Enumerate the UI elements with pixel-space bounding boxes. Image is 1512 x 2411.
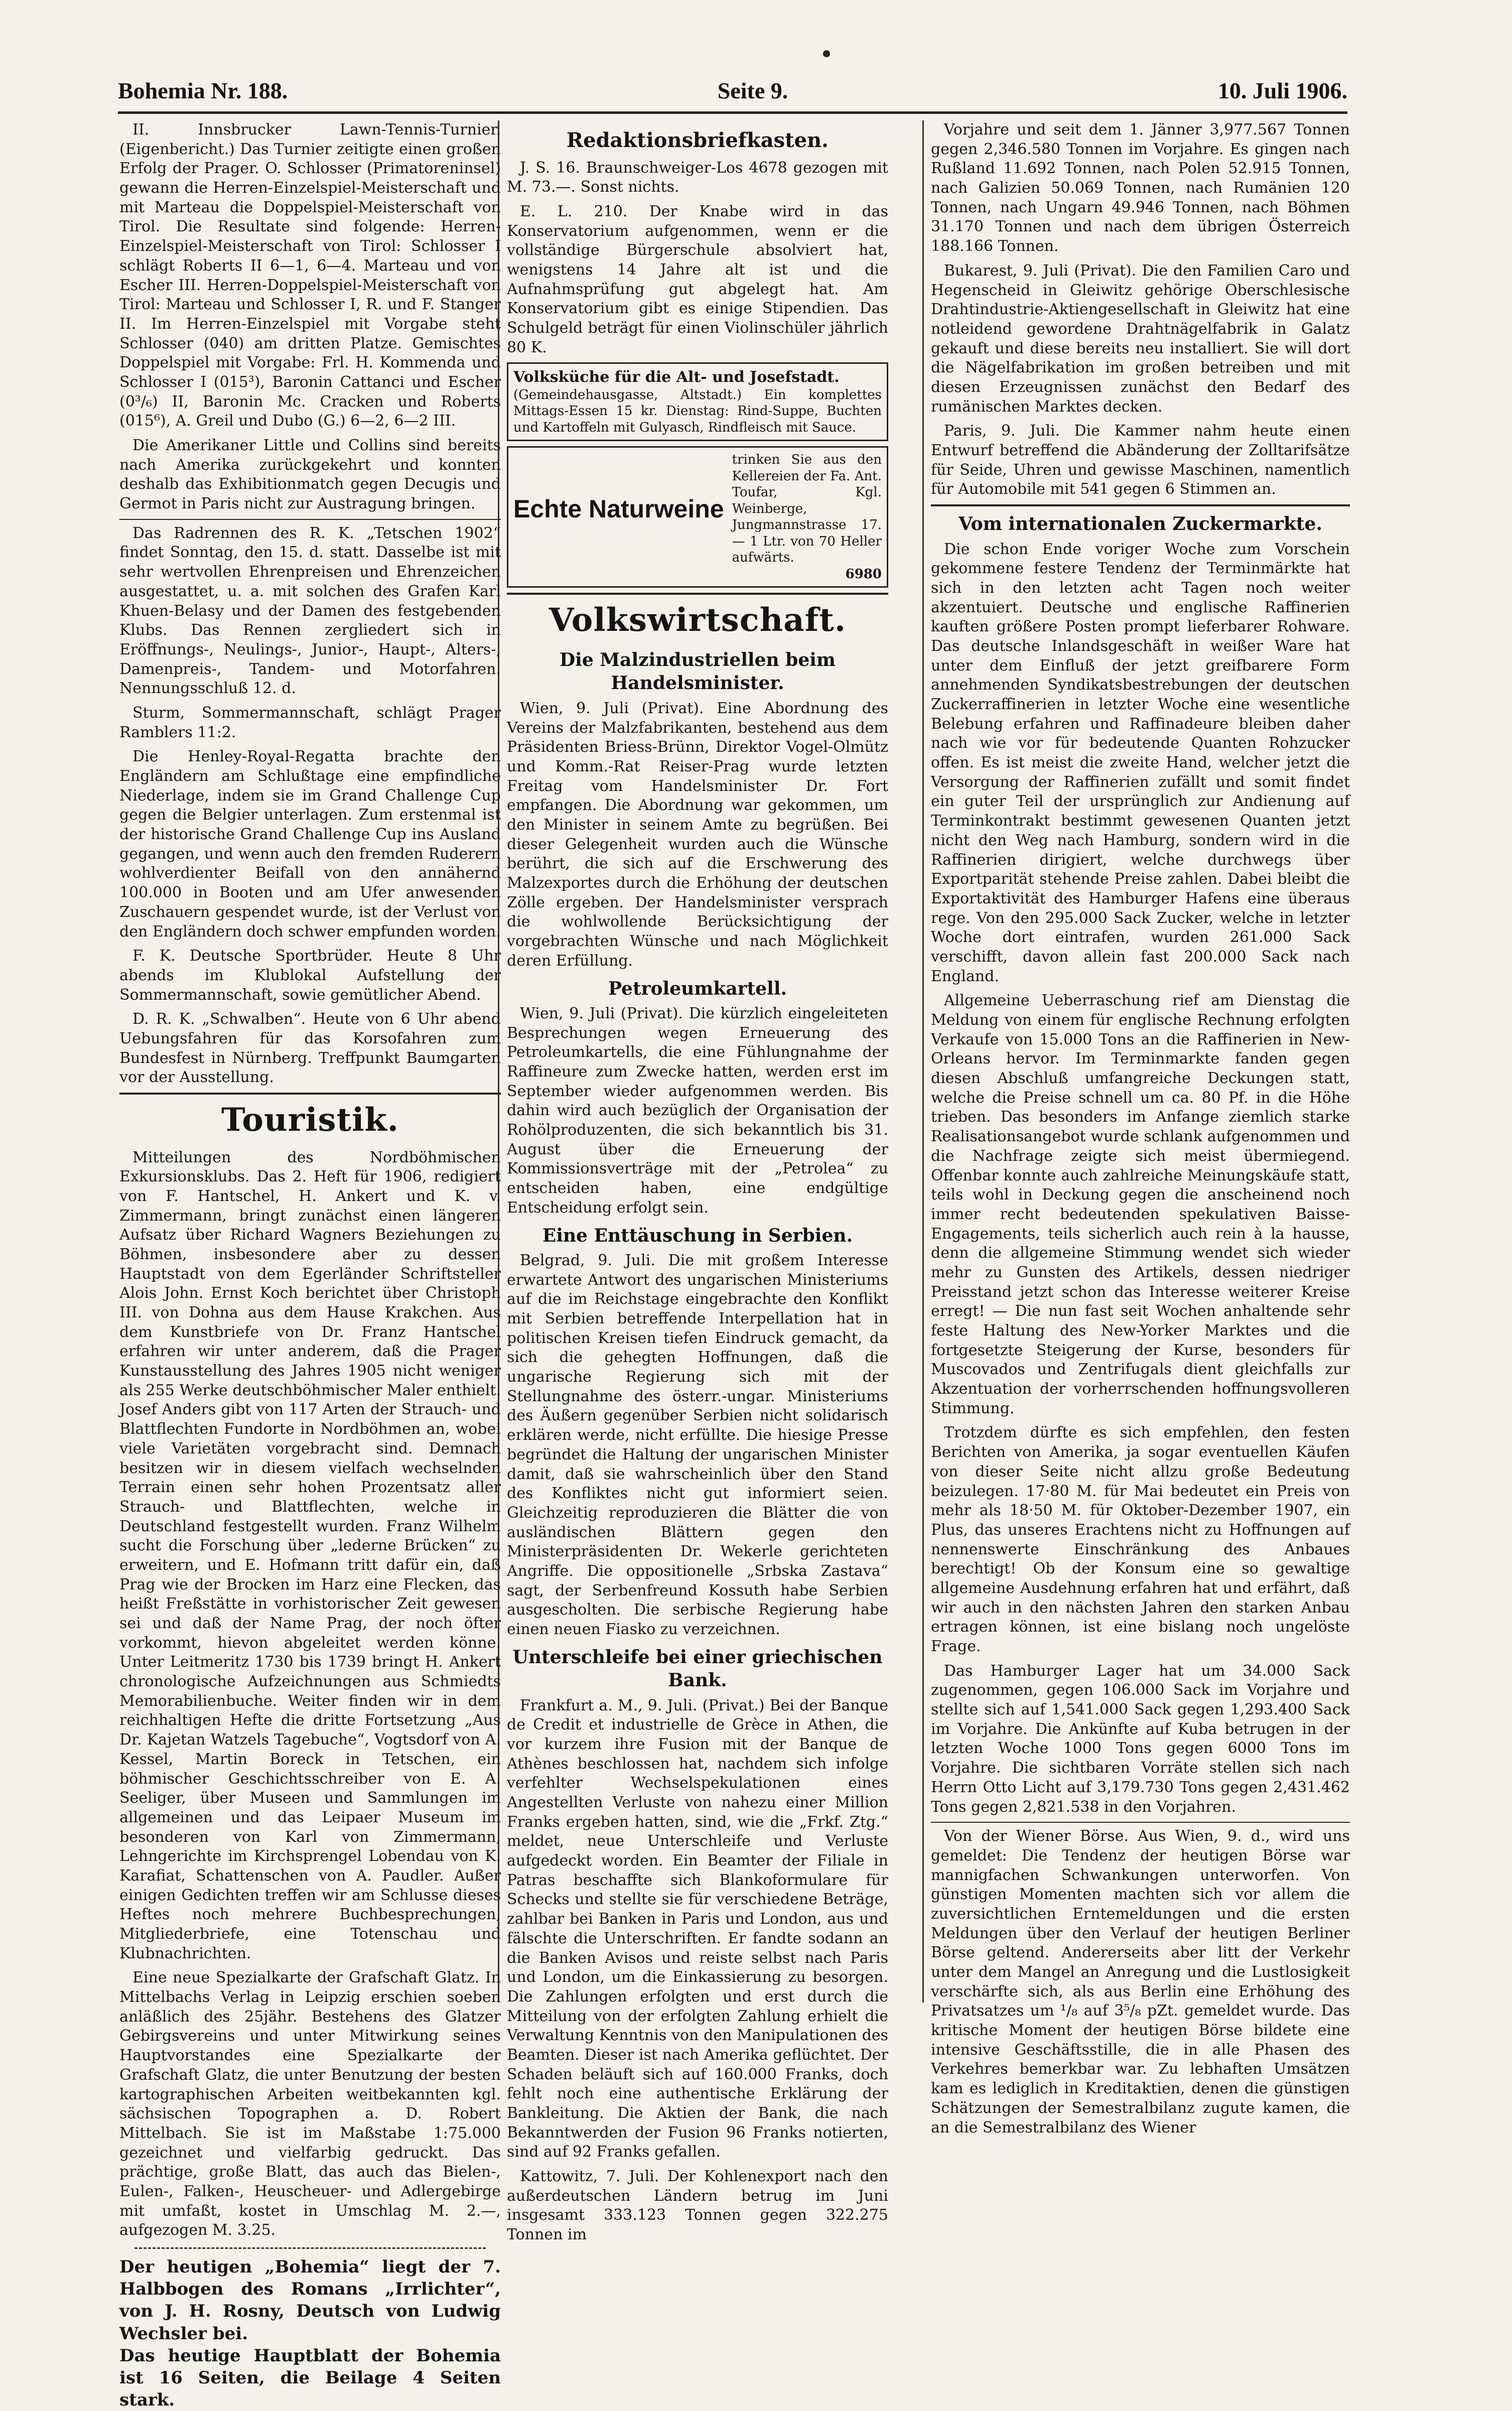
article-radrennen: Das Radrennen des R. K. „Tetschen 1902“ findet Sonntag, den 15. d. statt. Dasselbe ist mit sehr wertvollen Ehrenpreisen und Ehrenzeichen ausgestattet, u. a. mit solchen des Grafen Karl Khuen-Belasy und der Damen des festgebenden Klubs. Das Rennen zergliedert sich in Eröffnungs-, Neulings-, Junior-, Haupt-, Alters-, Damenpreis-, Tandem- und Motorfahren. Nennungsschluß 12. d. bbox=[119, 524, 501, 698]
article-exkursionsklub: Mitteilungen des Nordböhmischen Exkursionsklubs. Das 2. Heft für 1906, redigiert von F. Hantschel, H. Ankert und K. v. Zimmermann, bringt zunächst einen längeren Aufsatz über Richard Wagners Beziehungen zu Böhmen, insbesondere aber zu dessen Hauptstadt von dem Egerländer Schriftsteller Alois John. Ernst Koch berichtet über Christoph III. von Dohna aus dem Hause Krakchen. Aus dem Kunstbriefe von Dr. Franz Hantschel erfahren wir unter anderem, daß die Prager Kunstausstellung des Jahres 1905 nicht weniger als 255 Werke deutschböhmischer Maler enthielt. Josef Anders gibt von 117 Arten der Strauch- und Blattflechten Fundorte in Nordböhmen an, wobei viele Varietäten vorgebracht sind. Demnach besitzen wir in diesem vielfach wechselnden Terrain einen sehr hohen Prozentsatz aller Strauch- und Blattflechten, welche in Deutschland festgestellt wurden. Franz Wilhelm sucht die Forschung über „lederne Brücken“ zu erweitern, und E. Hofmann tritt dafür ein, daß Prag wie der Brocken im Harz eine Flecken, das heißt Freßstätte in vorhistorischer Zeit gewesen sei und daß der Name Prag, der noch öfter vorkommt, hievon abgeleitet werden könne. Unter Leitmeritz 1730 bis 1739 bringt H. Ankert chronologische Aufzeichnungen aus Schmiedts Memorabilienbuche. Weiter finden wir in dem reichhaltigen Hefte die dritte Fortsetzung „Aus Dr. Kajetan Watzels Tagebuche“, Vogtsdorf von A. Kessel, Martin Boreck in Tetschen, ein böhmischer Geschichtsschreiber von E. A. Seeliger, über Museen und Sammlungen im allgemeinen und das Leipaer Museum im besonderen von Karl von Zimmermann, Lehngerichte im Kirchsprengel Lobendau von K. Karafiat, Schattenschen von A. Paudler. Außer einigen Gedichten treffen wir am Schlusse dieses Heftes noch mehrere Buchbesprechungen, Mitgliederbriefe, eine Totenschau und Klubnachrichten. bbox=[119, 1148, 501, 1962]
ad-volkskueche-text: (Gemeindehausgasse, Altstadt.) Ein komplettes Mittags-Essen 15 kr. Dienstag: Rind-Suppe, Buchten und Kartoffeln mit Gulyasch, Rindfleisch mit Sauce. bbox=[513, 387, 882, 435]
article-malz: Wien, 9. Juli (Privat). Eine Abordnung des Vereins der Malzfabrikanten, bestehend aus dem Präsidenten Briess-Brünn, Direktor Vogel-Olmütz und Komm.-Rat Reiser-Prag wurde letzten Freitag vom Handelsminister Dr. Fort empfangen. Die Abordnung war gekommen, um den Minister in seinem Amte zu begrüßen. Bei dieser Gelegenheit wurden auch die Wünsche berührt, die sich auf die Erschwerung des Malzexportes durch die Erhöhung der deutschen Zölle ergeben. Der Handelsminister versprach die wohlwollende Berücksichtigung der vorgebrachten Wünsche und nach Möglichkeit deren Erfüllung. bbox=[507, 699, 888, 970]
article-zucker-3: Trotzdem dürfte es sich empfehlen, den festen Berichten von Amerika, ja sogar eventuellen Käufen von dieser Seite nicht allzu große Bedeutung beizulegen. 17·80 M. für Mai bedeutet ein Preis von mehr als 18·50 M. für Oktober-Dezember 1907, ein Plus, das unseres Erachtens nicht zu Hoffnungen auf nennenswerte Einschränkung des Anbaues berechtigt! Ob der Konsum eine so gewaltige allgemeine Ausdehnung erfahren hat und erfährt, daß wir auch in den nächsten Jahren den starken Anbau ertragen können, ist eine bislang noch ungelöste Frage. bbox=[931, 1424, 1350, 1655]
page-header bbox=[118, 75, 1347, 105]
article-tennis: II. Innsbrucker Lawn-Tennis-Turnier. (Eigenbericht.) Das Turnier zeitigte einen großen Erfolg der Prager. O. Schlosser (Primatoreninsel) gewann die Herren-Einzelspiel-Meisterschaft und mit Marteau die Doppelspiel-Meisterschaft von Tirol. Die Resultate sind folgende: Herren-Einzelspiel-Meisterschaft von Tirol: Schlosser I schlägt Roberts II 6—1, 6—4. Marteau und von Escher III. Herren-Doppelspiel-Meisterschaft von Tirol: Marteau und Schlosser I, R. und F. Stanger II. Im Herren-Einzelspiel mit Vorgabe steht Schlosser (040) am dritten Platze. Gemischtes Doppelspiel mit Vorgabe: Frl. H. Kommenda und Schlosser I (015³), Baronin Cattanci und Escher (0³/₆) II, Baronin Mc. Cracken und Roberts (015⁶), A. Greil und Dubo (G.) 6—2, 6—2 III. bbox=[119, 121, 501, 430]
divider bbox=[134, 2247, 486, 2249]
article-sportbrueder: F. K. Deutsche Sportbrüder. Heute 8 Uhr abends im Klublokal Aufstellung der Sommermannschaft, sowie gemütlicher Abend. bbox=[119, 947, 501, 1004]
article-americans: Die Amerikaner Little und Collins sind bereits nach Amerika zurückgekehrt und konnten deshalb das Exhibitionmatch gegen Decugis und Germot in Paris nicht zur Austragung bringen. bbox=[119, 437, 501, 513]
divider bbox=[931, 1822, 1350, 1823]
article-paris: Paris, 9. Juli. Die Kammer nahm heute einen Entwurf betreffend die Abänderung der Zolltarifsätze für Seide, Uhren und gewisse Maschinen, namentlich für Automobile mit 541 gegen 6 Stimmen an. bbox=[931, 422, 1350, 498]
article-zucker-2: Allgemeine Ueberraschung rief am Dienstag die Meldung von einem für englische Rechnung erfolgten Verkaufe von 15.000 Tons an die Raffinerien in New-Orleans hervor. Im Terminmarkte fanden gegen diesen Abschluß umfangreiche Deckungen statt, welche die Preise schnell um ca. 80 Pf. in die Höhe trieben. Das besonders im Anfange ziemlich starke Realisationsangebot wurde schlank aufgenommen und die Nachfrage zeigte sich meist übermiegend. Offenbar konnte auch zahlreiche Meinungskäufe statt, teils wohl in Deckung gegen die anscheinend noch immer recht bedeutenden spekulativen Baisse-Engagements, teils sicherlich auch rein à la hausse, denn die allgemeine Stimmung wendet sich wieder mehr zu Gunsten des Artikels, dessen niedriger Preisstand jetzt schon das Interesse weiterer Kreise erregt! — Die nun fast seit Wochen anhaltende sehr feste Haltung des New-Yorker Marktes und die fortgesetzte Steigerung der Kurse, besonders für Muscovados und Zentrifugals dient gleichfalls zur Akzentuation der vorherrschenden hoffnungsvolleren Stimmung. bbox=[931, 992, 1350, 1417]
ad-naturweine-number: 6980 bbox=[845, 566, 882, 582]
column-separator bbox=[922, 120, 924, 2002]
article-zucker-4: Das Hamburger Lager hat um 34.000 Sack zugenommen, gegen 106.000 Sack im Vorjahre und stellte sich auf 1,541.000 Sack gegen 1,293.400 Sack im Vorjahre. Die Ankünfte auf Kuba betrugen in der letzten Woche 1000 Tons gegen 6000 Tons im Vorjahre. Die sichtbaren Vorräte stellen sich nach Herrn Otto Licht auf 3,179.730 Tons gegen 2,431.462 Tons gegen 2,821.538 in den Vorjahren. bbox=[931, 1662, 1350, 1816]
ad-naturweine-title: Echte Naturweine bbox=[513, 494, 724, 523]
notice-roman: Der heutigen „Bohemia“ liegt der 7. Halbbogen des Romans „Irrlichter“, von J. H. Rosny, Deutsch von Ludwig Wechsler bei. bbox=[119, 2257, 501, 2344]
print-dot bbox=[823, 50, 830, 57]
letter-js16: J. S. 16. Braunschweiger-Los 4678 gezogen mit M. 73.—. Sonst nichts. bbox=[507, 159, 888, 196]
header-page: Seite 9. bbox=[717, 77, 788, 103]
headline-petroleum: Petroleumkartell. bbox=[608, 978, 787, 999]
column-3 bbox=[931, 120, 1350, 2136]
notice-pages: Das heutige Hauptblatt der Bohemia ist 16 Seiten, die Beilage 4 Seiten stark. bbox=[119, 2345, 501, 2410]
article-schwalben: D. R. K. „Schwalben“. Heute von 6 Uhr abend Uebungsfahren für das Korsofahren zum Bundesfest in Nürnberg. Treffpunkt Baumgarten vor der Ausstellung. bbox=[119, 1010, 501, 1087]
ad-volkskueche-title: Volksküche für die Alt- und Josefstadt. bbox=[513, 368, 840, 386]
article-spezialkarte: Eine neue Spezialkarte der Grafschaft Glatz. In Mittelbachs Verlag in Leipzig erschien soeben anläßlich des 25jähr. Bestehens des Glatzer Gebirgsvereins und unter Mitwirkung seines Hauptvorstandes eine Spezialkarte der Grafschaft Glatz, die unter Benutzung der besten kartographischen Arbeiten weitbekannten kgl. sächsischen Topographen a. D. Robert Mittelbach. Sie ist im Maßstabe 1:75.000 gezeichnet und vielfarbig gedruckt. Das prächtige, große Blatt, das auch das Bielen-, Eulen-, Falken-, Heuscheuer- und Adlergebirge mit umfaßt, kostet in Umschlag M. 2.—, aufgezogen M. 3.25. bbox=[119, 1969, 501, 2239]
header-issue: Bohemia Nr. 188. bbox=[118, 77, 288, 103]
divider bbox=[507, 593, 888, 595]
article-serbien: Belgrad, 9. Juli. Die mit großem Interesse erwartete Antwort des ungarischen Ministeriums auf die im Reichstage eingebrachte den Konflikt mit Serbien betreffende Interpellation hat in politischen Kreisen tiefen Eindruck gemacht, da sich die gehegten Hoffnungen, daß die ungarische Regierung sich mit der Stellungnahme des österr.-ungar. Ministeriums des Äußern gegenüber Serbien nicht solidarisch erklären werde, nicht erfüllte. Die hiesige Presse begründet die Haltung der ungarischen Minister damit, daß sie wahrscheinlich über den Stand des Konfliktes nicht gut informiert seien. Gleichzeitig reproduzieren die Blätter die von ausländischen Blättern gegen den Ministerpräsidenten Dr. Wekerle gerichteten Angriffe. Die oppositionelle „Srbska Zastava“ sagt, der Serbenfreund Kossuth habe Serbien ausgescholten. Die serbische Regierung habe einen neuen Fiasko zu verzeichnen. bbox=[507, 1251, 888, 1639]
ad-volkskueche bbox=[507, 362, 888, 441]
headline-bank: Unterschleife bei einer griechischen Bank. bbox=[512, 1646, 883, 1691]
header-rule bbox=[118, 111, 1347, 114]
article-kattowitz: Kattowitz, 7. Juli. Der Kohlenexport nach den außerdeutschen Ländern betrug im Juni insgesamt 333.123 Tonnen gegen 322.275 Tonnen im bbox=[507, 2168, 888, 2244]
header-date: 10. Juli 1906. bbox=[1217, 77, 1347, 103]
article-zucker-1: Die schon Ende voriger Woche zum Vorschein gekommene festere Tendenz der Terminmärkte hat sich in den letzten acht Tagen noch weiter akzentuiert. Deutsche und englische Raffinerien kauften größere Posten prompt lieferbarer Rohware. Das deutsche Inlandsgeschäft in weißer Ware hat unter dem Einfluß der jetzt greifbarere Form annehmenden Syndikatsbestrebungen der deutschen Zuckerraffinerien in letzter Woche eine wesentliche Belebung erfahren und Raffinadeure bleiben daher nach wie vor für bedeutende Quanten Rohzucker offen. Es ist meist die zweite Hand, welcher jetzt die Versorgung der Raffinerien zufällt und somit findet ein guter Teil der ursprünglich zur Andienung auf Terminkontrakt bestimmt gewesenen Quanten jetzt nicht den Weg nach Hamburg, sondern wird in die Raffinerien dirigiert, welche durchwegs über Exportparität stehende Preise zahlen. Dabei bleibt die Exportaktivität des Hamburger Hafens eine überaus rege. Von den 295.000 Sack Zucker, welche in letzter Woche dort eintrafen, wurden 261.000 Sack verschifft, davon allein fast 200.000 Sack nach England. bbox=[931, 540, 1350, 985]
section-title-touristik: Touristik. bbox=[221, 1101, 399, 1139]
column-2 bbox=[507, 120, 888, 2244]
ad-naturweine bbox=[507, 446, 888, 588]
divider bbox=[931, 504, 1350, 506]
headline-zuckermarkt: Vom internationalen Zuckermarkte. bbox=[958, 513, 1322, 535]
article-wiener-boerse: Von der Wiener Börse. Aus Wien, 9. d., wird uns gemeldet: Die Tendenz der heutigen Börse war mannigfachen Schwankungen unterworfen. Von günstigen Momenten machten sich vor allem die zuversichtlichen Erntemeldungen und die ersten Meldungen über den Verlauf der heutigen Berliner Börse geltend. Andererseits aber litt der Verkehr unter dem Mangel an Anregung und die Lustlosigkeit verschärfte sich, als aus Berlin eine Erhöhung des Privatsatzes um ¹/₈ auf 3⁵/₈ pZt. gemeldet wurde. Das kritische Moment der heutigen Börse bildete eine intensive Geschäftsstille, die in alle Phasen des Verkehres bemerkbar war. Zu lebhaften Umsätzen kam es lediglich in Kreditaktien, denen die günstigen Schätzungen der Semestralbilanz zugute kamen, die an die Semestralbilanz des Wiener bbox=[931, 1827, 1350, 2136]
article-sturm: Sturm, Sommermannschaft, schlägt Prager Ramblers 11:2. bbox=[119, 704, 501, 741]
headline-malz: Die Malzindustriellen beim Handelsminister. bbox=[559, 649, 836, 694]
article-kohlenexport: Vorjahre und seit dem 1. Jänner 3,977.567 Tonnen gegen 2,346.580 Tonnen im Vorjahre. Es gingen nach Rußland 11.692 Tonnen, nach Polen 52.915 Tonnen, nach Galizien 50.069 Tonnen, nach Rumänien 120 Tonnen, nach Ungarn 49.946 Tonnen, nach Böhmen 31.170 Tonnen und nach dem übrigen Österreich 188.166 Tonnen. bbox=[931, 121, 1350, 255]
divider bbox=[119, 519, 501, 520]
article-henley: Die Henley-Royal-Regatta brachte den Engländern am Schlußtage eine empfindliche Niederlage, indem sie im Grand Challenge Cup gegen die Belgier unterlagen. Zum erstenmal ist der historische Grand Challenge Cup ins Ausland gegangen, und wenn auch den fremden Ruderern wohlverdienter Beifall von den annähernd 100.000 in Booten und am Ufer anwesenden Zuschauern gespendet wurde, ist der Verlust von den Engländern doch schwer empfunden worden. bbox=[119, 748, 501, 941]
section-title-briefkasten: Redaktionsbriefkasten. bbox=[566, 128, 829, 152]
letter-el210: E. L. 210. Der Knabe wird in das Konservatorium aufgenommen, wenn er die vollständige Bürgerschule absolviert hat, wenigstens 14 Jahre alt ist und die Aufnahmsprüfung gut abgelegt hat. Am Konservatorium gibt es einige Stipendien. Das Schulgeld beträgt für einen Violinschüler jährlich 80 K. bbox=[507, 202, 888, 356]
section-title-volkswirtschaft: Volkswirtschaft. bbox=[548, 601, 847, 639]
article-bank: Frankfurt a. M., 9. Juli. (Privat.) Bei der Banque de Credit et industrielle de Grèce in Athen, die vor kurzem ihre Fusion mit der Banque de Athènes beschlossen hat, nachdem sich infolge verfehlter Wechselspekulationen eines Angestellten Verluste von nahezu einer Million Franks ergeben hatten, sind, wie die „Frkf. Ztg.“ meldet, neue Unterschleife und Verluste aufgedeckt worden. Ein Beamter der Filiale in Patras beschaffte sich Blankoformulare für Schecks und stellte sie für verschiedene Beträge, zahlbar bei Banken in Paris und London, aus und fälschte die Unterschriften. Er fandte sodann an die Banken Avisos und reiste selbst nach Paris und London, um die Einkassierung zu besorgen. Die Zahlungen erfolgten und erst durch die Mitteilung von der erfolgten Zahlung erhielt die Verwaltung Kenntnis von den Manipulationen des Beamten. Dieser ist nach Amerika geflüchtet. Der Schaden beläuft sich auf 160.000 Franks, doch fehlt noch eine authentische Erklärung der Bankleitung. Die Aktien der Bank, die nach Bekanntwerden der Fusion 96 Franks notierten, sind auf 92 Franks gefallen. bbox=[507, 1696, 888, 2161]
headline-serbien: Eine Enttäuschung in Serbien. bbox=[542, 1225, 853, 1246]
ad-naturweine-text: trinken Sie aus den Kellereien der Fa. Ant. Toufar, Kgl. Weinberge, Jungmannstrasse 17. — 1 Ltr. von 70 Heller aufwärts. bbox=[732, 452, 882, 566]
article-bukarest: Bukarest, 9. Juli (Privat). Die den Familien Caro und Hegenscheid in Gleiwitz gehörige Oberschlesische Drahtindustrie-Aktiengesellschaft in Gleiwitz hat eine notleidend gewordene Drahtnägelfabrik in Galatz gekauft und diese bereits neu installiert. Sie will dort die Nägelfabrikation im großen betreiben und mit diesen Erzeugnissen zunächst den Bedarf des rumänischen Marktes decken. bbox=[931, 261, 1350, 416]
divider bbox=[119, 1093, 501, 1095]
column-1 bbox=[119, 120, 501, 2410]
article-petroleum: Wien, 9. Juli (Privat). Die kürzlich eingeleiteten Besprechungen wegen Erneuerung des Petroleumkartells, die eine Fühlungnahme der Raffineure zum Zwecke hatten, werden erst im September wieder aufgenommen werden. Bis dahin wird auch bezüglich der Organisation der Rohölproduzenten, die sich bekanntlich bis 31. August über die Erneuerung der Kommissionsverträge mit der „Petrolea“ zu entscheiden haben, eine endgültige Entscheidung erfolgt sein. bbox=[507, 1004, 888, 1217]
